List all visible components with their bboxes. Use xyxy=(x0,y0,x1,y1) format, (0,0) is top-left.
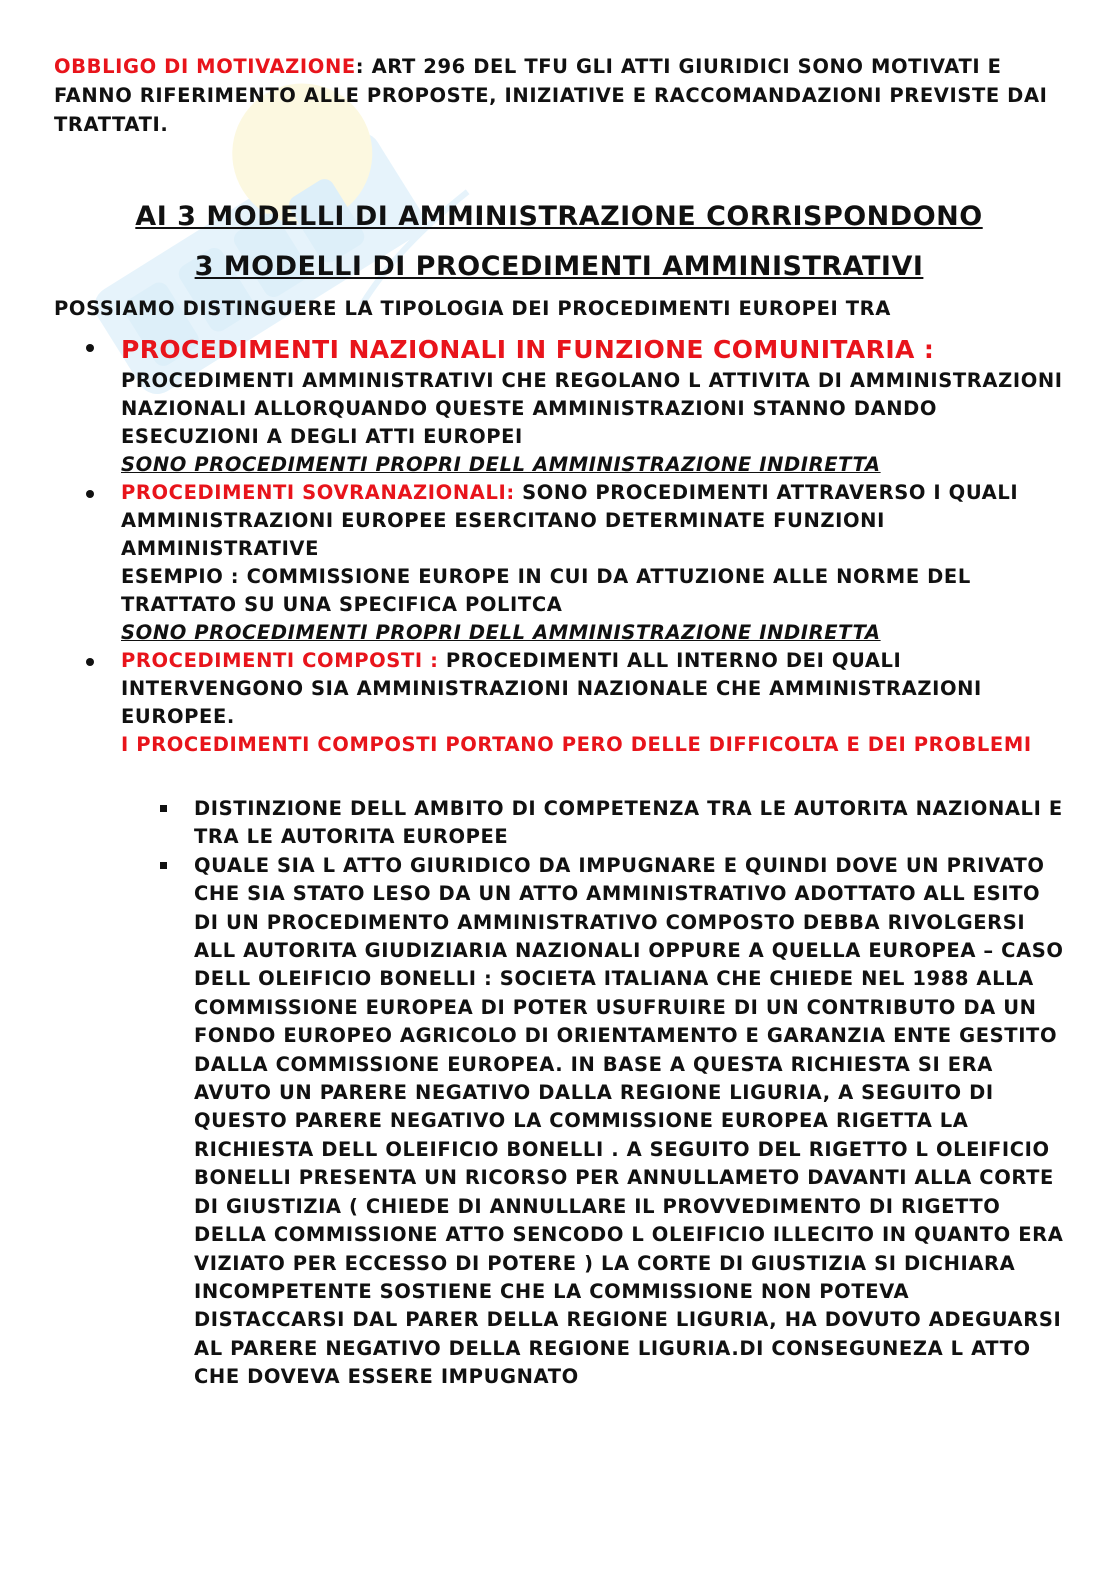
item-body: SONO PROCEDIMENTI ATTRAVERSO I QUALI AMMINISTRAZIONI EUROPEE ESERCITANO DETERMINATE FUNZIONI AMMINISTRATIVE xyxy=(121,481,1019,560)
bullet-icon xyxy=(86,490,94,498)
item-note: SONO PROCEDIMENTI PROPRI DELL AMMINISTRAZIONE INDIRETTA xyxy=(121,453,881,476)
item-body: PROCEDIMENTI AMMINISTRATIVI CHE REGOLANO L ATTIVITA DI AMMINISTRAZIONI NAZIONALI ALLORQUANDO QUESTE AMMINISTRAZIONI STANNO DANDO ESECUZIONI A DEGLI ATTI EUROPEI xyxy=(121,369,1063,448)
problem-item-competence xyxy=(54,795,1064,852)
motivation-label: OBBLIGO DI MOTIVAZIONE xyxy=(54,55,356,78)
item-example: ESEMPIO : COMMISSIONE EUROPE IN CUI DA ATTUZIONE ALLE NORME DEL TRATTATO SU UNA SPECIFICA POLITCA xyxy=(121,565,971,616)
item-note: SONO PROCEDIMENTI PROPRI DELL AMMINISTRAZIONE INDIRETTA xyxy=(121,621,881,644)
bullet-icon xyxy=(86,344,94,352)
motivation-text: : ART 296 DEL TFU GLI ATTI GIURIDICI SONO MOTIVATI E FANNO RIFERIMENTO ALLE PROPOSTE, INIZIATIVE E RACCOMANDAZIONI PREVISTE DAI TRATTATI. xyxy=(54,55,1048,136)
bullet-icon xyxy=(86,658,94,666)
list-item-national xyxy=(54,333,1064,479)
lead-sentence: POSSIAMO DISTINGUERE LA TIPOLOGIA DEI PROCEDIMENTI EUROPEI TRA xyxy=(54,297,891,320)
document-page xyxy=(54,52,1064,1392)
item-title: PROCEDIMENTI COMPOSTI : xyxy=(121,649,439,672)
problem-text: DISTINZIONE DELL AMBITO DI COMPETENZA TRA LE AUTORITA NAZIONALI E TRA LE AUTORITA EUROPEE xyxy=(194,797,1063,849)
item-body: PROCEDIMENTI ALL INTERNO DEI QUALI INTERVENGONO SIA AMMINISTRAZIONI NAZIONALE CHE AMMINISTRAZIONI EUROPEE. xyxy=(121,649,982,728)
motivation-paragraph xyxy=(54,52,1064,139)
section-heading-line-2: 3 MODELLI DI PROCEDIMENTI AMMINISTRATIVI xyxy=(194,251,924,282)
square-bullet-icon xyxy=(160,805,167,812)
problem-item-act-to-challenge xyxy=(54,852,1064,1392)
section-heading-line-1: AI 3 MODELLI DI AMMINISTRAZIONE CORRISPONDONO xyxy=(135,201,983,232)
item-highlight: I PROCEDIMENTI COMPOSTI PORTANO PERO DELLE DIFFICOLTA E DEI PROBLEMI xyxy=(121,733,1032,756)
square-bullet-icon xyxy=(160,862,167,869)
item-title: PROCEDIMENTI NAZIONALI IN FUNZIONE COMUNITARIA : xyxy=(121,335,935,364)
procedure-types-list xyxy=(54,333,1064,759)
list-item-composite xyxy=(54,647,1064,759)
list-item-supranational xyxy=(54,479,1064,647)
item-title: PROCEDIMENTI SOVRANAZIONALI: xyxy=(121,481,515,504)
problems-list xyxy=(54,795,1064,1392)
problem-text: QUALE SIA L ATTO GIURIDICO DA IMPUGNARE E QUINDI DOVE UN PRIVATO CHE SIA STATO LESO DA UN ATTO AMMINISTRATIVO ADOTTATO ALL ESITO DI UN PROCEDIMENTO AMMINISTRATIVO COMPOSTO DEBBA RIVOLGERSI ALL AUTORITA GIUDIZIARIA NAZIONALI OPPURE A QUELLA EUROPEA – CASO DELL OLEIFICIO BONELLI : SOCIETA ITALIANA CHE CHIEDE NEL 1988 ALLA COMMISSIONE EUROPEA DI POTER USUFRUIRE DI UN CONTRIBUTO DA UN FONDO EUROPEO AGRICOLO DI ORIENTAMENTO E GARANZIA ENTE GESTITO DALLA COMMISSIONE EUROPEA. IN BASE A QUESTA RICHIESTA SI ERA AVUTO UN PARERE NEGATIVO DALLA REGIONE LIGURIA, A SEGUITO DI QUESTO PARERE NEGATIVO LA COMMISSIONE EUROPEA RIGETTA LA RICHIESTA DELL OLEIFICIO BONELLI . A SEGUITO DEL RIGETTO L OLEIFICIO BONELLI PRESENTA UN RICORSO PER ANNULLAMETO DAVANTI ALLA CORTE DI GIUSTIZIA ( CHIEDE DI ANNULLARE IL PROVVEDIMENTO DI RIGETTO DELLA COMMISSIONE ATTO SENCODO L OLEIFICIO ILLECITO IN QUANTO ERA VIZIATO PER ECCESSO DI POTERE ) LA CORTE DI GIUSTIZIA SI DICHIARA INCOMPETENTE SOSTIENE CHE LA COMMISSIONE NON POTEVA DISTACCARSI DAL PARER DELLA REGIONE LIGURIA, HA DOVUTO ADEGUARSI AL PARERE NEGATIVO DELLA REGIONE LIGURIA.DI CONSEGUNEZA L ATTO CHE DOVEVA ESSERE IMPUGNATO xyxy=(194,853,1064,1389)
